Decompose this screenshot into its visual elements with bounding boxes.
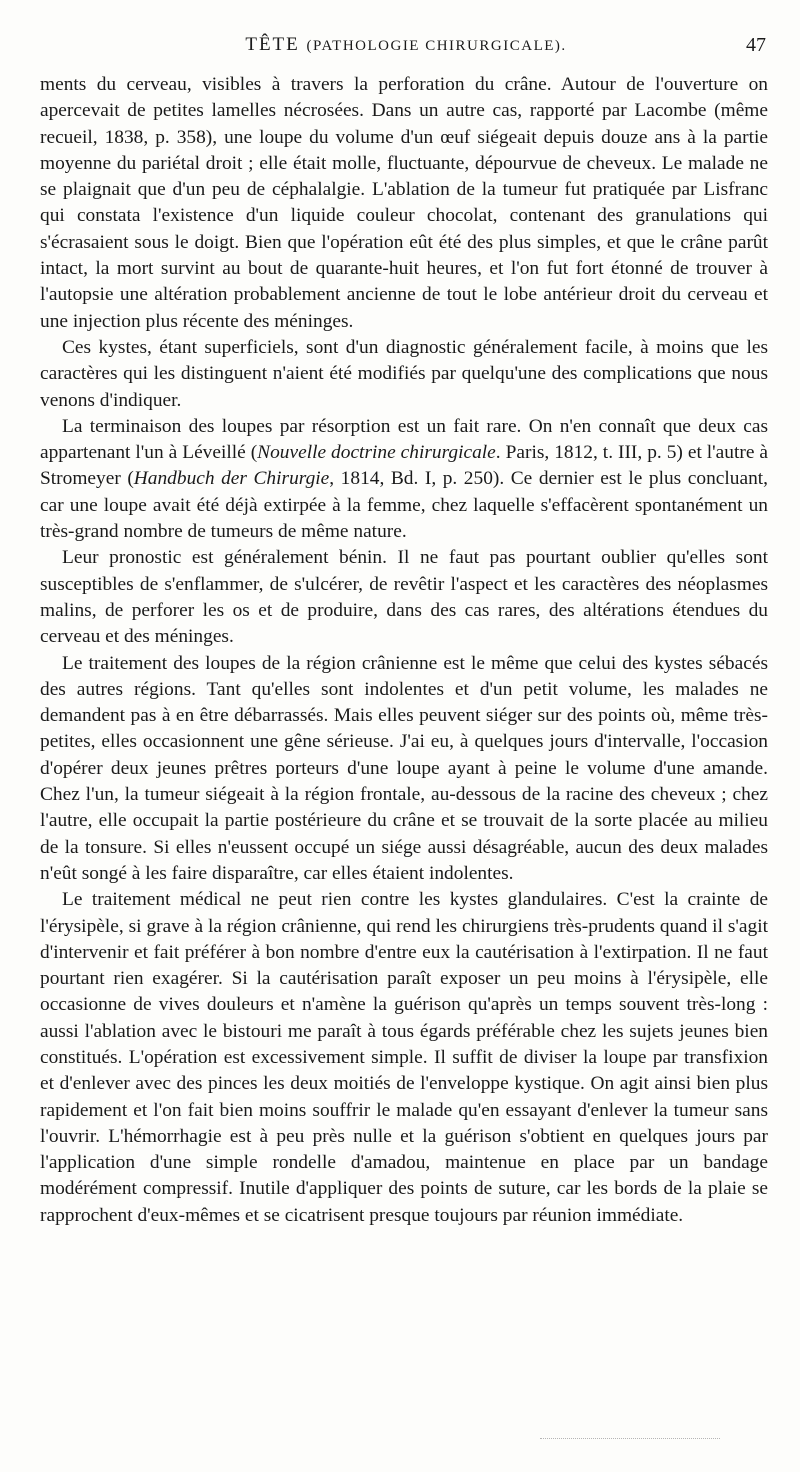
page-number: 47 (746, 34, 766, 56)
paragraph (40, 414, 768, 545)
running-head (40, 34, 772, 56)
text-run: . Paris, 1812, t. III, p. 5) et l'autre à Stromeyer ( (40, 442, 769, 490)
text-run: Le traitement des loupes de la région crânienne est le même que celui des kystes sébacés des autres régions. Tant qu'elles sont indolentes et d'un petit volume, les malades ne demandent pas à en être débarrassés. Mais elles peuvent siéger sur des points où, même très-petites, elles occasionnent une gêne sérieuse. J'ai eu, à quelques jours d'intervalle, l'occasion d'opérer deux jeunes prêtres porteurs d'une loupe ayant à peine le volume d'une amande. Chez l'un, la tumeur siégeait à la région frontale, au-dessous de la racine des cheveux ; chez l'autre, elle occupait la partie postérieure du crâne et se trouvait de la sorte placée au milieu de la tonsure. Si elles n'eussent occupé un siége aussi désagréable, aucun des deux malades n'eût songé à les faire disparaître, car elles étaient indolentes. (40, 652, 768, 884)
text-run: Ces kystes, étant superficiels, sont d'un diagnostic généralement facile, à moins que les caractères qui les distinguent n'aient été modifiés par quelqu'une des complications que nous venons d'indiquer. (40, 336, 768, 411)
paragraph (40, 335, 768, 414)
italic-citation: Nouvelle doctrine chirurgicale (257, 442, 496, 464)
paragraph (40, 651, 768, 888)
footer-rule (540, 1438, 720, 1439)
text-run: Le traitement médical ne peut rien contre les kystes glandulaires. C'est la crainte de l'érysipèle, si grave à la région crânienne, qui rend les chirurgiens très-prudents quand il s'agit d'intervenir et fait préférer à bon nombre d'entre eux la cautérisation à l'extirpation. Il ne faut pourtant rien exagérer. Si la cautérisation paraît exposer un peu moins à l'érysipèle, elle occasionne de vives douleurs et n'amène la guérison qu'après un temps souvent très-long : aussi l'ablation avec le bistouri me paraît à tous égards préférable chez les sujets jeunes bien constitués. L'opération est excessivement simple. Il suffit de diviser la loupe par transfixion et d'enlever avec des pinces les deux moitiés de l'enveloppe kystique. On agit ainsi bien plus rapidement et l'on fait bien moins souffrir le malade qu'en essayant d'enlever la tumeur sans l'ouvrir. L'hémorrhagie est à peu près nulle et la guérison s'obtient en quelques jours par l'application d'une simple rondelle d'amadou, maintenue en place par un bandage modérément compressif. Inutile d'appliquer des points de suture, car les bords de la plaie se rapprochent d'eux-mêmes et se cicatrisent presque toujours par réunion immédiate. (40, 889, 768, 1226)
running-head-subtitle: (PATHOLOGIE CHIRURGICALE). (306, 38, 567, 54)
paragraph (40, 72, 768, 335)
italic-citation: Handbuch der Chirurgie (133, 468, 330, 490)
text-run: ments du cerveau, visibles à travers la perforation du crâne. Autour de l'ouverture on apercevait de petites lamelles nécrosées. Dans un autre cas, rapporté par Lacombe (même recueil, 1838, p. 358), une loupe du volume d'un œuf siégeait depuis douze ans à la partie moyenne du pariétal droit ; elle était molle, fluctuante, dépourvue de cheveux. Le malade ne se plaignait que d'un peu de céphalalgie. L'ablation de la tumeur fut pratiquée par Lisfranc qui constata l'existence d'un liquide couleur chocolat, contenant des granulations qui s'écrasaient sous le doigt. Bien que l'opération eût été des plus simples, et que le crâne parût intact, la mort survint au bout de quarante-huit heures, et l'on fut fort étonné de trouver à l'autopsie une altération probablement ancienne de tout le lobe antérieur droit du cerveau et une injection plus récente des méninges. (40, 74, 768, 332)
body-text (40, 72, 768, 1229)
text-run: , 1814, Bd. I, p. 250). Ce dernier est le plus concluant, car une loupe avait été déjà extirpée à la femme, chez laquelle s'effacèrent spontanément un très-grand nombre de tumeurs de même nature. (40, 468, 768, 543)
text-run: La terminaison des loupes par résorption est un fait rare. On n'en connaît que deux cas appartenant l'un à Léveillé ( (40, 415, 768, 464)
paragraph (40, 887, 768, 1229)
paragraph (40, 545, 768, 650)
text-run: Leur pronostic est généralement bénin. Il ne faut pas pourtant oublier qu'elles sont susceptibles de s'enflammer, de s'ulcérer, de revêtir l'aspect et les caractères des néoplasmes malins, de perforer les os et de produire, dans des cas rares, des altérations étendues du cerveau et des méninges. (40, 547, 768, 648)
running-head-title: TÊTE (245, 34, 300, 55)
page-header (40, 34, 772, 64)
